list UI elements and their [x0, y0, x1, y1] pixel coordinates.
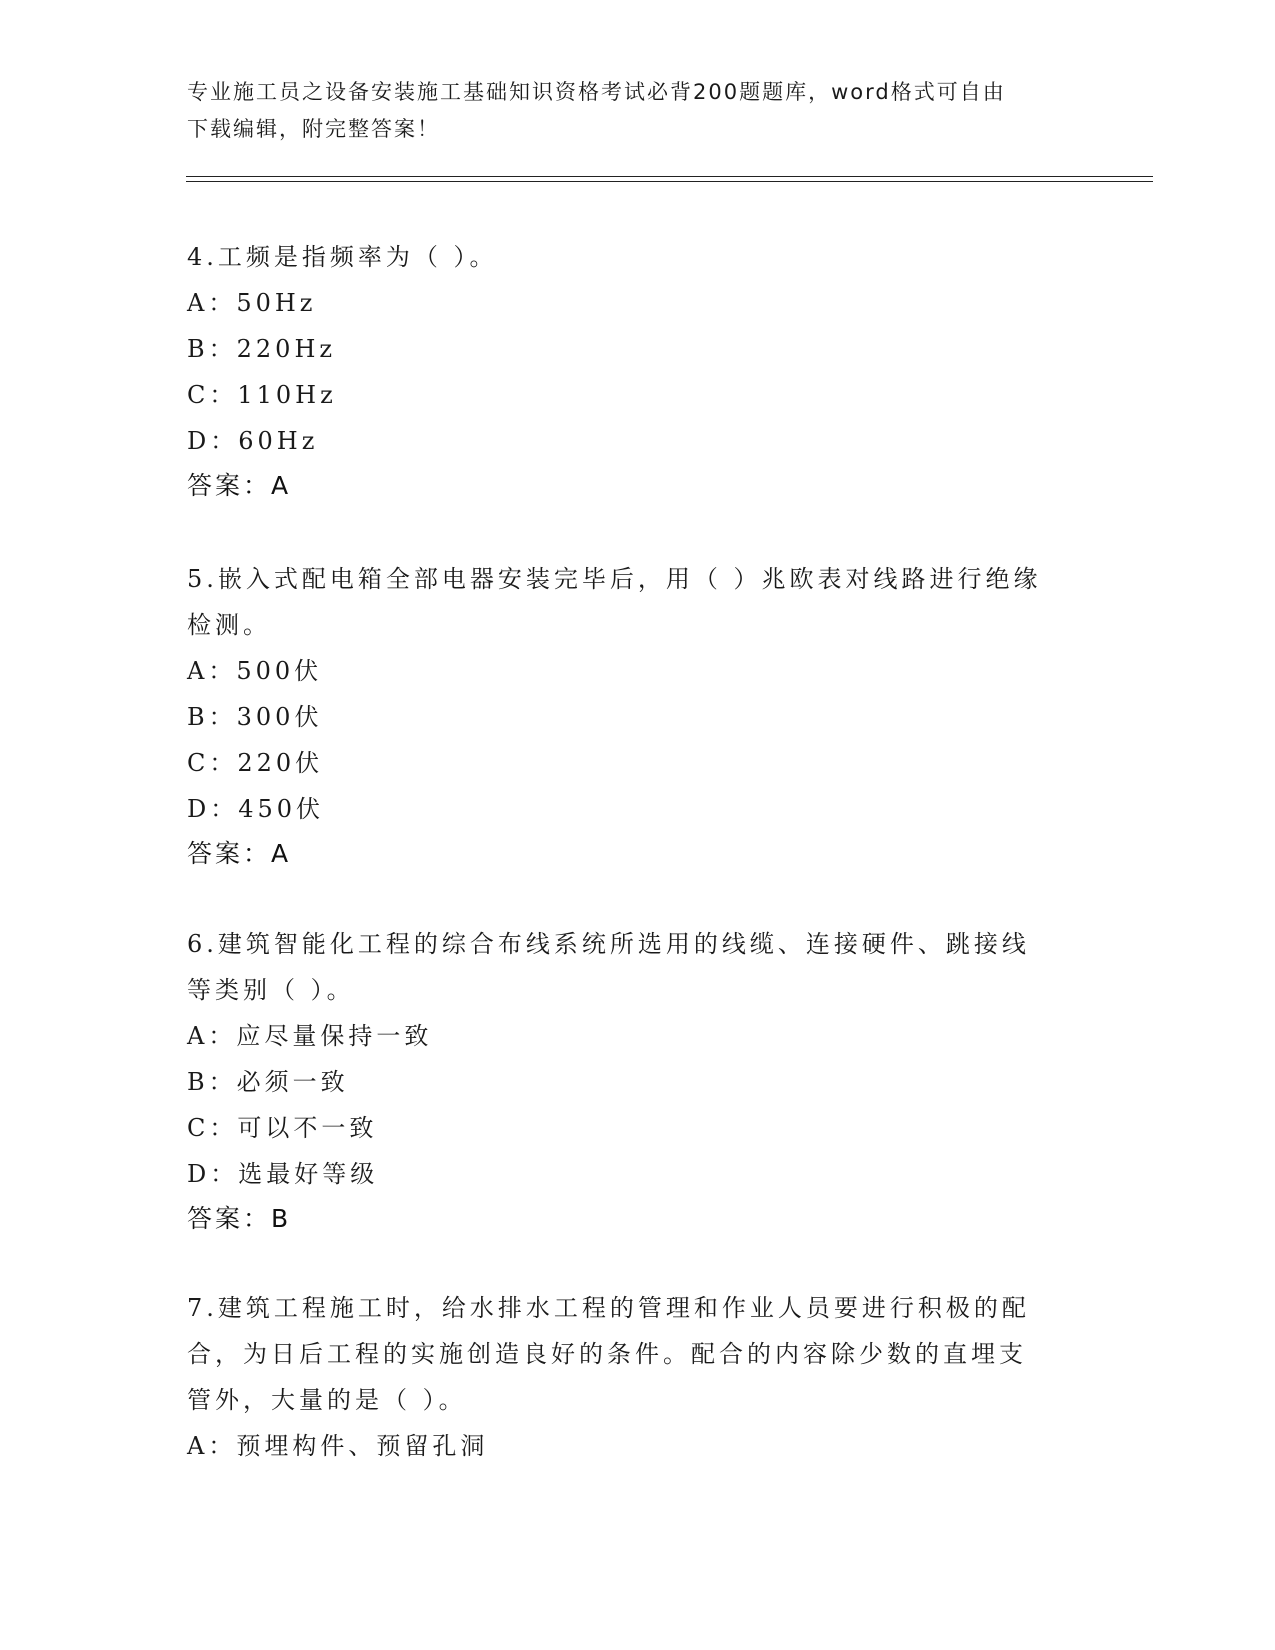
- option-d: D：60Hz: [187, 427, 319, 455]
- option-a: A：预埋构件、预留孔洞: [187, 1432, 489, 1460]
- question-7: [187, 1285, 1087, 1469]
- header-line-1: 专业施工员之设备安装施工基础知识资格考试必背200题题库，word格式可自由: [187, 80, 1006, 104]
- option-d: D：450伏: [187, 795, 325, 823]
- option-b: B：必须一致: [187, 1068, 349, 1096]
- header-line-2: 下载编辑，附完整答案！: [187, 117, 440, 141]
- option-c: C：220伏: [187, 749, 324, 777]
- option-a: A：50Hz: [187, 289, 317, 317]
- option-d: D：选最好等级: [187, 1160, 379, 1188]
- question-6: [187, 921, 1087, 1241]
- answer: 答案：B: [187, 1204, 292, 1233]
- question-stem-line-2: 等类别（ ）。: [187, 976, 355, 1004]
- question-stem: 4.工频是指频率为（ ）。: [187, 243, 498, 271]
- header-divider-top: [186, 176, 1153, 177]
- question-stem-line-2: 检测。: [187, 611, 271, 639]
- question-5: [187, 556, 1087, 876]
- option-c: C：可以不一致: [187, 1114, 378, 1142]
- answer: 答案：A: [187, 839, 292, 868]
- question-stem-line-1: 5.嵌入式配电箱全部电器安装完毕后，用（ ）兆欧表对线路进行绝缘: [187, 565, 1042, 593]
- question-stem-line-1: 7.建筑工程施工时，给水排水工程的管理和作业人员要进行积极的配: [187, 1294, 1030, 1322]
- header-divider-bottom: [186, 181, 1153, 182]
- option-c: C：110Hz: [187, 381, 337, 409]
- question-stem-line-3: 管外，大量的是（ ）。: [187, 1386, 467, 1414]
- option-a: A：500伏: [187, 657, 323, 685]
- option-a: A：应尽量保持一致: [187, 1022, 433, 1050]
- question-stem-line-2: 合，为日后工程的实施创造良好的条件。配合的内容除少数的直埋支: [187, 1340, 1027, 1368]
- question-4: [187, 234, 1087, 508]
- option-b: B：300伏: [187, 703, 323, 731]
- document-header: [187, 74, 1067, 148]
- option-b: B：220Hz: [187, 335, 337, 363]
- answer: 答案：A: [187, 471, 292, 500]
- question-stem-line-1: 6.建筑智能化工程的综合布线系统所选用的线缆、连接硬件、跳接线: [187, 930, 1030, 958]
